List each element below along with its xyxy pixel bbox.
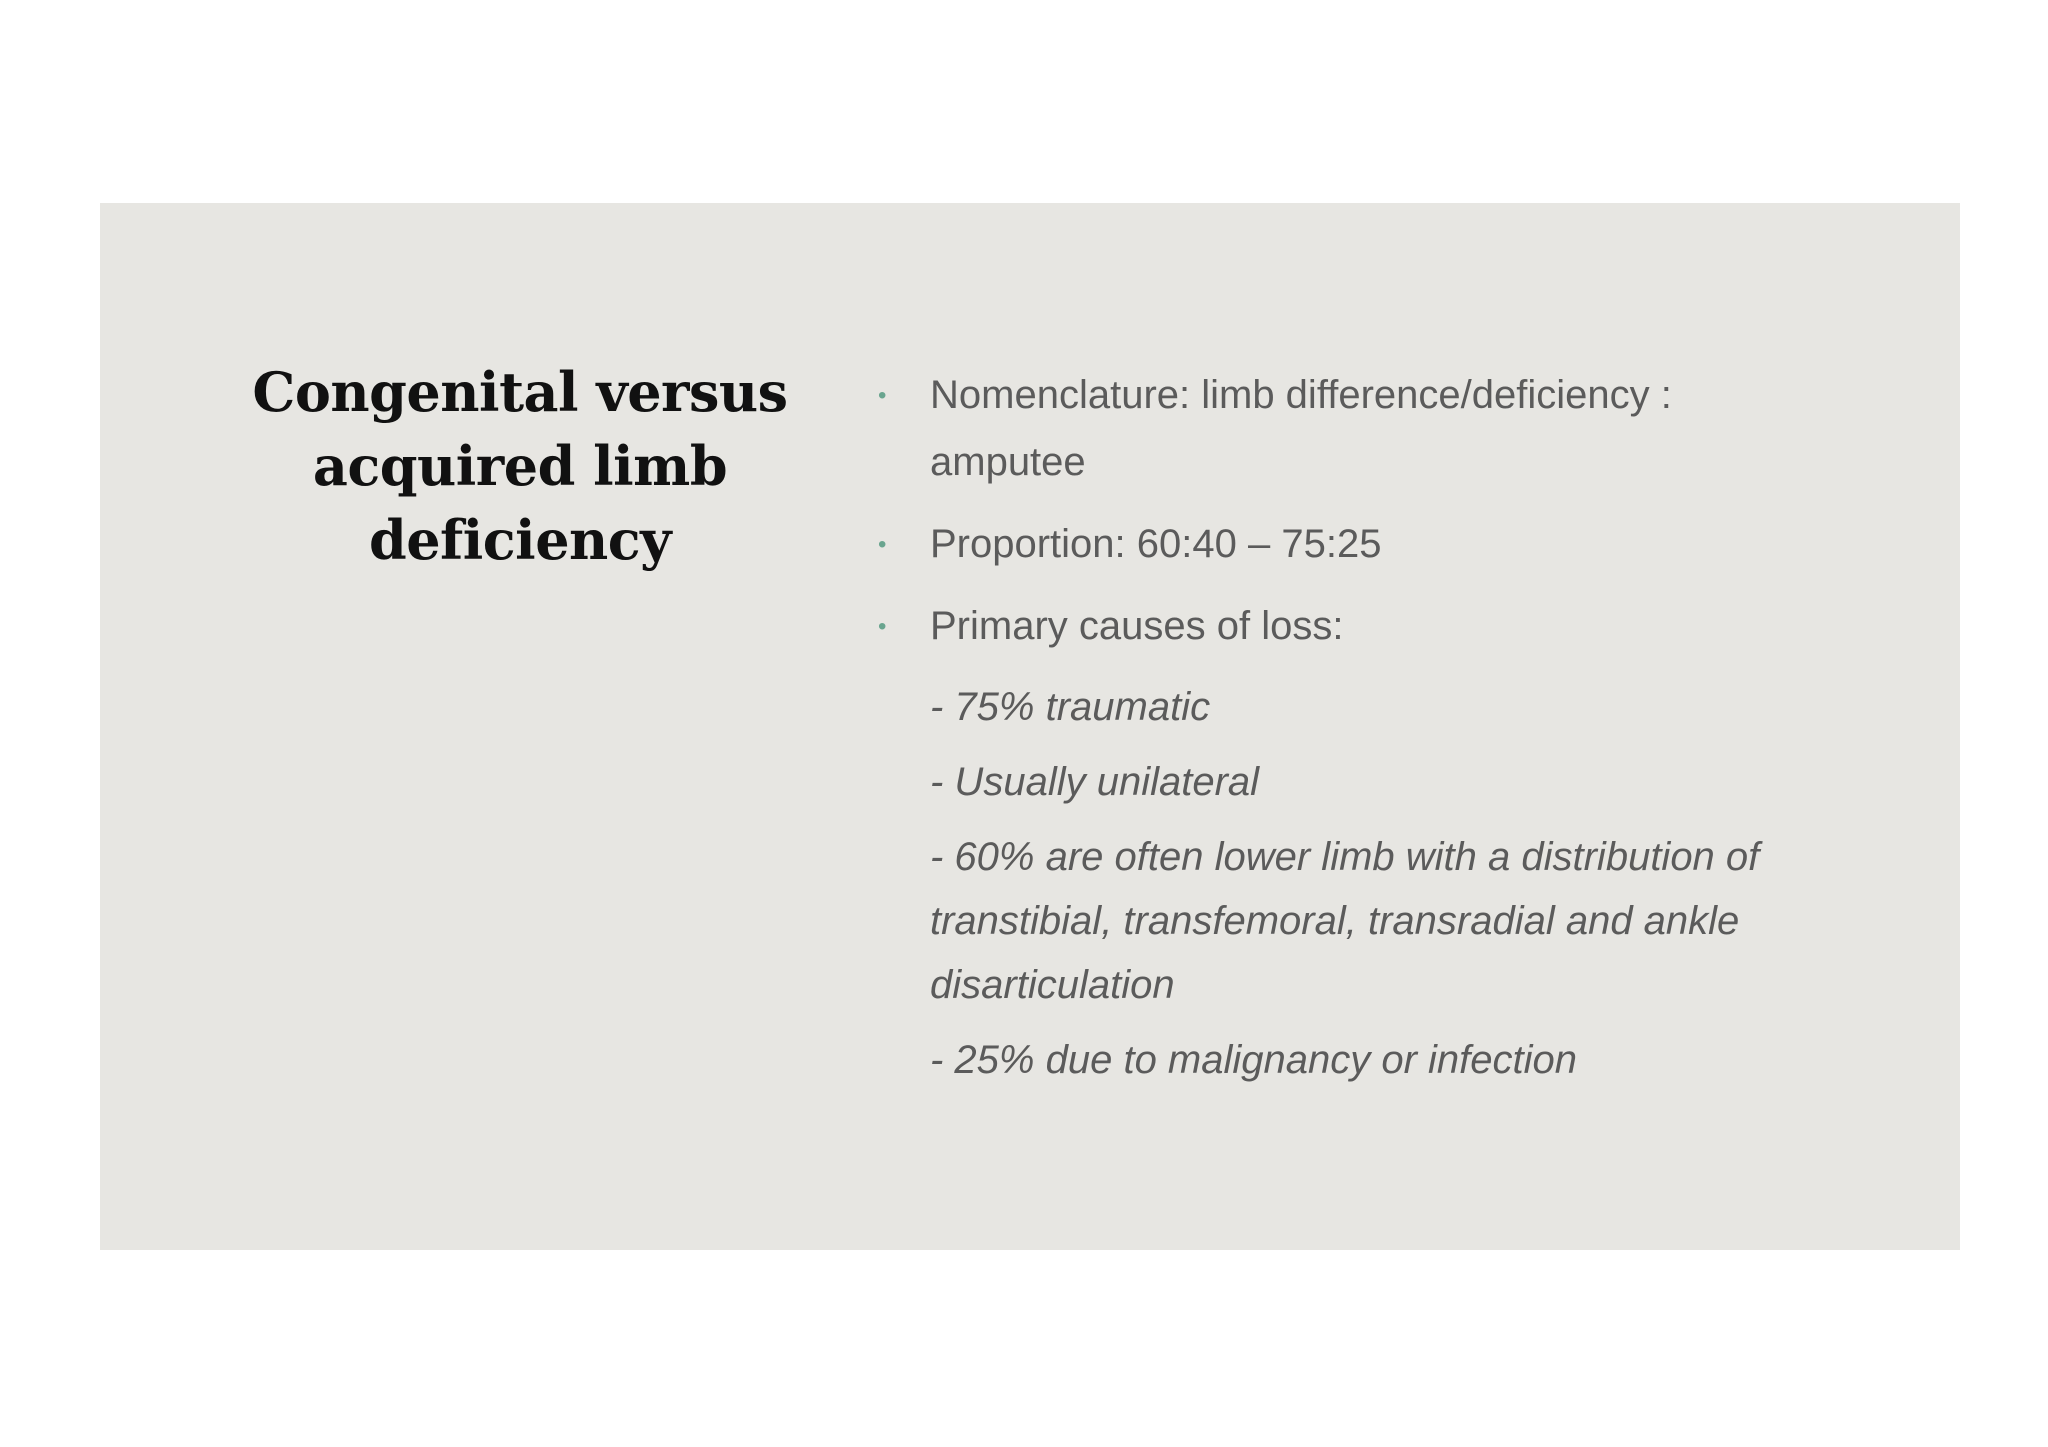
causes-sub-list xyxy=(862,675,1802,1092)
bullet-dot-icon: • xyxy=(878,382,887,409)
bullet-dot-icon: • xyxy=(878,613,887,640)
sub-item-malignancy: - 25% due to malignancy or infection xyxy=(930,1038,1578,1082)
sub-item-lower-limb: - 60% are often lower limb with a distribution of transtibial, transfemoral, transradial and ankle disarticulation xyxy=(930,835,1760,1007)
slide-title: Congenital versus acquired limb deficiency xyxy=(252,360,788,572)
bullet-text: Proportion: 60:40 – 75:25 xyxy=(930,522,1382,566)
bullet-proportion xyxy=(862,511,1802,578)
sub-item-traumatic: - 75% traumatic xyxy=(930,685,1211,729)
bullet-text: Nomenclature: limb difference/deficiency : amputee xyxy=(930,373,1672,484)
bullet-primary-causes xyxy=(862,593,1802,660)
slide-content xyxy=(862,362,1802,1103)
bullet-dot-icon: • xyxy=(878,531,887,558)
bullet-text: Primary causes of loss: xyxy=(930,604,1344,648)
bullet-nomenclature xyxy=(862,362,1802,496)
sub-item-unilateral: - Usually unilateral xyxy=(930,760,1260,804)
